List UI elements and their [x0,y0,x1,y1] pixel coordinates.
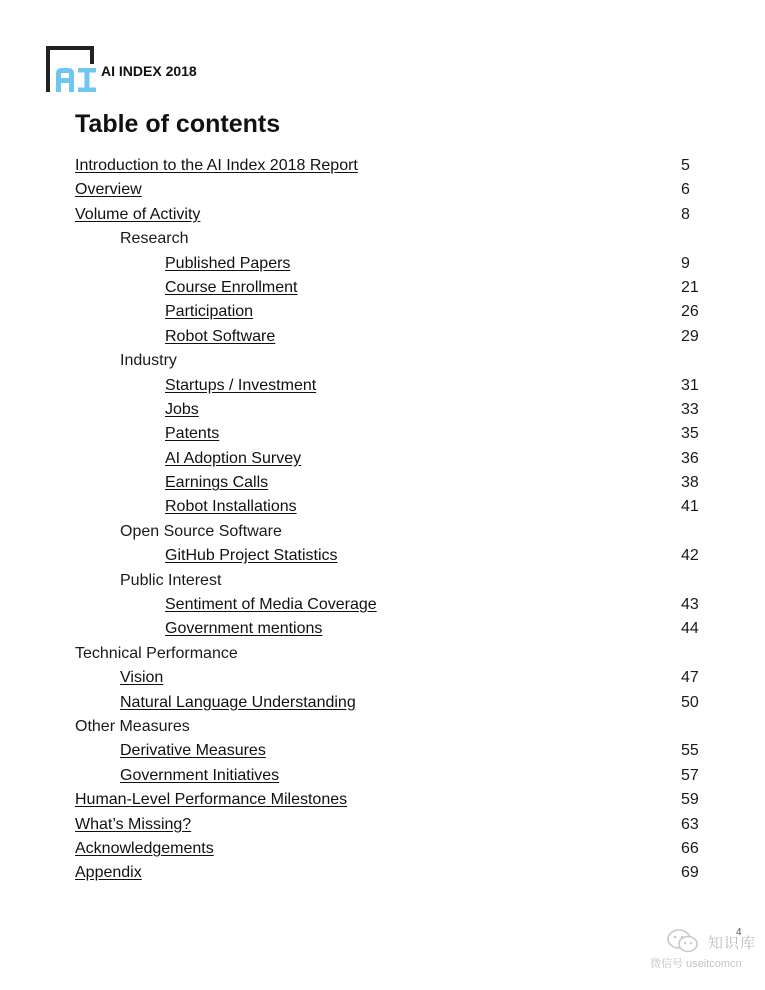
toc-link[interactable]: Earnings Calls [165,474,269,492]
toc-link[interactable]: Published Papers [165,254,291,272]
toc-link[interactable]: Startups / Investment [165,376,317,394]
toc-link[interactable]: Derivative Measures [120,742,266,760]
toc-page-number: 5 [681,157,690,174]
toc-page-number: 26 [681,303,699,321]
table-of-contents [75,154,715,886]
page-title: Table of contents [75,110,281,138]
toc-entry[interactable] [75,471,715,495]
toc-link[interactable]: AI Adoption Survey [165,449,302,467]
page-number: 4 [736,927,742,938]
toc-page-number: 47 [681,669,699,687]
logo-text: AI INDEX 2018 [101,63,197,79]
toc-page-number: 29 [681,327,699,345]
toc-page-number: 44 [681,620,699,638]
toc-link[interactable]: Sentiment of Media Coverage [165,596,377,614]
toc-page-number: 42 [681,547,699,565]
toc-entry[interactable] [75,544,715,568]
toc-section-heading: Industry [120,352,177,370]
toc-link[interactable]: Volume of Activity [75,205,201,223]
toc-link[interactable]: Participation [165,303,254,321]
toc-page-number: 63 [681,815,699,833]
toc-page-number: 55 [681,742,699,760]
toc-page-number: 6 [681,181,690,199]
toc-entry[interactable] [75,374,715,398]
watermark-name: 知识库 [708,935,757,952]
toc-entry[interactable] [75,764,715,788]
toc-section-heading: Public Interest [120,571,222,589]
toc-link[interactable]: What’s Missing? [75,815,192,833]
toc-entry[interactable] [75,739,715,763]
toc-entry[interactable] [75,398,715,422]
toc-link[interactable]: Natural Language Understanding [120,693,356,711]
watermark-id: 微信号 useitcomcn [650,958,742,970]
toc-link[interactable]: Appendix [75,864,142,882]
toc-entry [75,715,715,739]
toc-link[interactable]: Robot Software [165,327,276,345]
toc-entry[interactable] [75,691,715,715]
toc-entry[interactable] [75,666,715,690]
toc-section-heading: Research [120,230,189,248]
toc-section-heading: Other Measures [75,717,190,735]
ai-index-logo-mark [44,44,100,94]
toc-link[interactable]: Acknowledgements [75,839,214,857]
toc-link[interactable]: Robot Installations [165,498,297,516]
toc-section-heading: Technical Performance [75,644,238,662]
toc-link[interactable]: Patents [165,425,220,443]
toc-link[interactable]: Course Enrollment [165,278,298,296]
toc-entry[interactable] [75,861,715,885]
toc-link[interactable]: Introduction to the AI Index 2018 Report [75,157,358,174]
toc-section-heading: Open Source Software [120,522,282,540]
toc-entry[interactable] [75,447,715,471]
toc-link[interactable]: Jobs [165,400,199,418]
toc-entry[interactable] [75,203,715,227]
toc-page-number: 69 [681,864,699,882]
toc-entry[interactable] [75,325,715,349]
toc-page-number: 66 [681,839,699,857]
toc-page-number: 36 [681,449,699,467]
toc-entry[interactable] [75,422,715,446]
toc-entry[interactable] [75,593,715,617]
toc-entry[interactable] [75,154,715,178]
toc-page-number: 9 [681,254,690,272]
toc-link[interactable]: Government mentions [165,620,323,638]
logo [44,44,197,94]
toc-entry [75,642,715,666]
toc-page-number: 8 [681,205,690,223]
toc-page-number: 57 [681,766,699,784]
toc-entry[interactable] [75,813,715,837]
toc-page-number: 41 [681,498,699,516]
toc-link[interactable]: Government Initiatives [120,766,280,784]
toc-entry[interactable] [75,300,715,324]
toc-entry[interactable] [75,178,715,202]
toc-page-number: 35 [681,425,699,443]
toc-page-number: 21 [681,278,699,296]
toc-entry [75,520,715,544]
toc-page-number: 59 [681,791,699,809]
toc-entry[interactable] [75,788,715,812]
toc-entry [75,349,715,373]
toc-page-number: 38 [681,474,699,492]
toc-entry [75,569,715,593]
toc-link[interactable]: Vision [120,669,164,687]
toc-entry[interactable] [75,837,715,861]
toc-page-number: 50 [681,693,699,711]
toc-page-number: 31 [681,376,699,394]
toc-entry [75,227,715,251]
toc-entry[interactable] [75,252,715,276]
toc-entry[interactable] [75,276,715,300]
toc-entry[interactable] [75,617,715,641]
toc-link[interactable]: Overview [75,181,142,199]
watermark [650,928,760,972]
wechat-icon [666,928,700,954]
toc-page-number: 43 [681,596,699,614]
toc-entry[interactable] [75,495,715,519]
toc-link[interactable]: Human-Level Performance Milestones [75,791,348,809]
toc-page-number: 33 [681,400,699,418]
toc-link[interactable]: GitHub Project Statistics [165,547,338,565]
